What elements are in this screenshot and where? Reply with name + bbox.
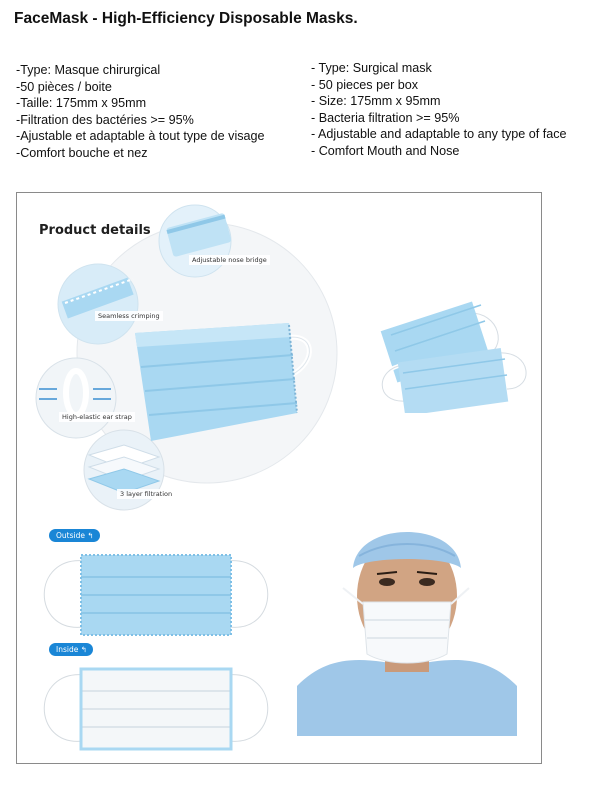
spec-item: -Comfort bouche et nez: [16, 145, 148, 160]
spec-item: - Type: Surgical mask: [311, 61, 432, 75]
spec-item: -Ajustable et adaptable à tout type de visage: [16, 129, 265, 143]
mask-inside-image: [31, 657, 281, 757]
inside-tag-label: Inside: [56, 645, 79, 654]
spec-item: - 50 pieces per box: [311, 77, 419, 92]
callout-crimping: Seamless crimping: [95, 311, 163, 321]
outside-tag: Outside ↰: [49, 529, 100, 542]
mask-outside-image: [31, 543, 281, 643]
person-wearing-mask-photo: [297, 516, 517, 736]
callout-filtration: 3 layer filtration: [117, 489, 175, 499]
mask-main-image: [121, 303, 321, 453]
mask-pair-image: [367, 293, 537, 413]
spec-item: - Adjustable and adaptable to any type of face: [311, 127, 567, 141]
spec-item: -Type: Masque chirurgical: [16, 63, 161, 77]
inside-tag: Inside ↰: [49, 643, 93, 656]
spec-item: - Size: 175mm x 95mm: [311, 94, 441, 108]
spec-list-french: [16, 62, 265, 161]
spec-item: -Filtration des bactéries >= 95%: [16, 112, 194, 127]
product-image-frame: [16, 192, 542, 764]
spec-item: - Comfort Mouth and Nose: [311, 143, 460, 158]
page-title: FaceMask - High-Efficiency Disposable Masks.: [14, 10, 358, 27]
spec-item: -50 pièces / boite: [16, 79, 112, 94]
spec-item: - Bacteria filtration >= 95%: [311, 110, 460, 125]
callout-nose-bridge: Adjustable nose bridge: [189, 255, 270, 265]
spec-item: -Taille: 175mm x 95mm: [16, 96, 147, 110]
product-details-heading: Product details: [39, 223, 151, 238]
spec-list-english: [311, 60, 567, 159]
outside-tag-label: Outside: [56, 531, 85, 540]
callout-ear-strap: High-elastic ear strap: [59, 412, 135, 422]
detail-circle-nose-bridge: [155, 201, 235, 281]
